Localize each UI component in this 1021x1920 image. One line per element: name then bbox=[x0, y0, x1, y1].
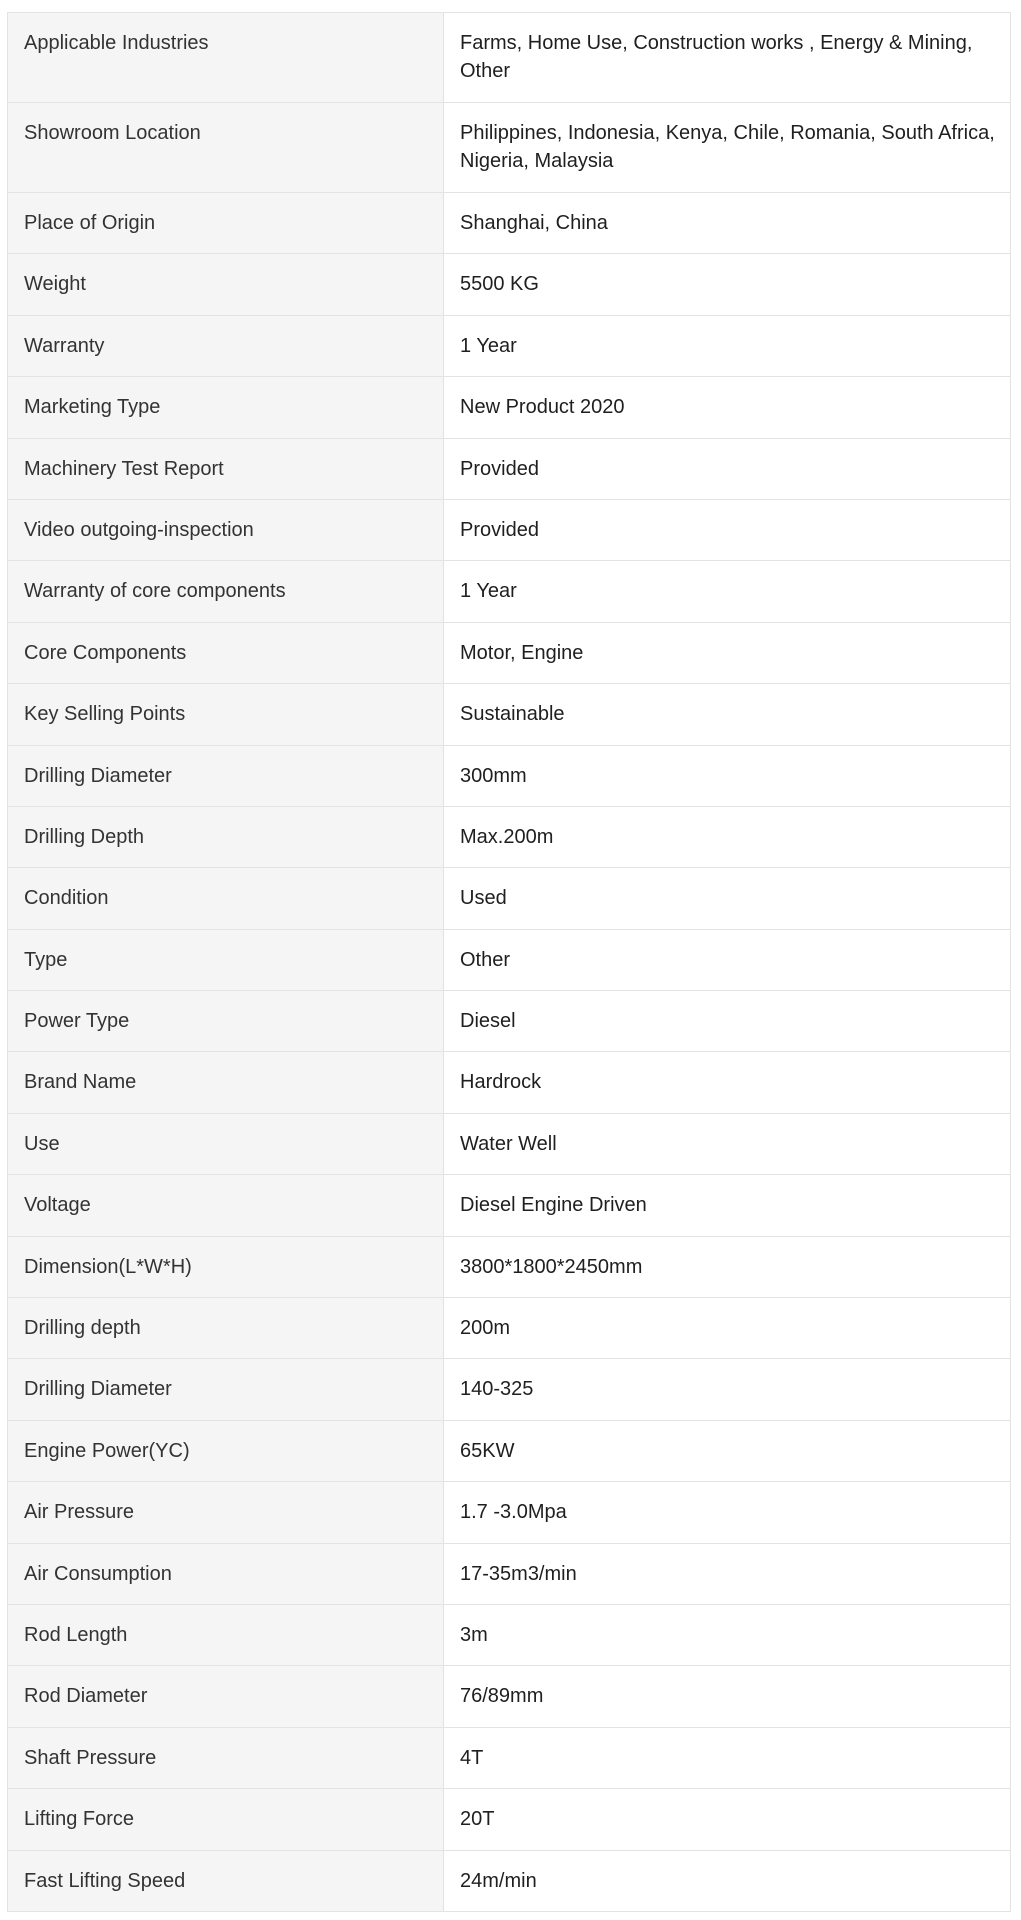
table-row bbox=[8, 868, 1011, 929]
spec-label: Warranty bbox=[8, 315, 444, 376]
spec-value: 17-35m3/min bbox=[444, 1543, 1011, 1604]
spec-value: Diesel Engine Driven bbox=[444, 1175, 1011, 1236]
spec-label: Drilling depth bbox=[8, 1298, 444, 1359]
spec-label: Lifting Force bbox=[8, 1789, 444, 1850]
table-row bbox=[8, 1543, 1011, 1604]
spec-label: Brand Name bbox=[8, 1052, 444, 1113]
table-row bbox=[8, 1727, 1011, 1788]
spec-label: Engine Power(YC) bbox=[8, 1420, 444, 1481]
spec-value: Shanghai, China bbox=[444, 193, 1011, 254]
spec-value: 3m bbox=[444, 1604, 1011, 1665]
spec-label: Type bbox=[8, 929, 444, 990]
spec-value: Provided bbox=[444, 499, 1011, 560]
spec-label: Use bbox=[8, 1113, 444, 1174]
table-row bbox=[8, 622, 1011, 683]
spec-value: Used bbox=[444, 868, 1011, 929]
spec-label: Power Type bbox=[8, 991, 444, 1052]
table-row bbox=[8, 1789, 1011, 1850]
table-row bbox=[8, 254, 1011, 315]
spec-table bbox=[7, 12, 1011, 1912]
spec-label: Air Pressure bbox=[8, 1482, 444, 1543]
spec-value: 200m bbox=[444, 1298, 1011, 1359]
spec-label: Warranty of core components bbox=[8, 561, 444, 622]
spec-label: Place of Origin bbox=[8, 193, 444, 254]
spec-value: 1 Year bbox=[444, 561, 1011, 622]
spec-value: Water Well bbox=[444, 1113, 1011, 1174]
spec-value: 76/89mm bbox=[444, 1666, 1011, 1727]
spec-value: New Product 2020 bbox=[444, 377, 1011, 438]
spec-label: Rod Length bbox=[8, 1604, 444, 1665]
spec-label: Machinery Test Report bbox=[8, 438, 444, 499]
table-row bbox=[8, 1052, 1011, 1113]
table-row bbox=[8, 499, 1011, 560]
spec-label: Voltage bbox=[8, 1175, 444, 1236]
spec-value: 65KW bbox=[444, 1420, 1011, 1481]
spec-label: Condition bbox=[8, 868, 444, 929]
spec-label: Drilling Diameter bbox=[8, 1359, 444, 1420]
spec-value: 1.7 -3.0Mpa bbox=[444, 1482, 1011, 1543]
table-row bbox=[8, 377, 1011, 438]
table-row bbox=[8, 1236, 1011, 1297]
spec-label: Showroom Location bbox=[8, 103, 444, 193]
spec-label: Marketing Type bbox=[8, 377, 444, 438]
table-row bbox=[8, 991, 1011, 1052]
spec-value: 4T bbox=[444, 1727, 1011, 1788]
spec-value: Max.200m bbox=[444, 806, 1011, 867]
spec-value: Provided bbox=[444, 438, 1011, 499]
spec-label: Shaft Pressure bbox=[8, 1727, 444, 1788]
spec-value: Diesel bbox=[444, 991, 1011, 1052]
spec-label: Fast Lifting Speed bbox=[8, 1850, 444, 1911]
table-row bbox=[8, 929, 1011, 990]
spec-label: Dimension(L*W*H) bbox=[8, 1236, 444, 1297]
spec-label: Drilling Diameter bbox=[8, 745, 444, 806]
table-row bbox=[8, 1482, 1011, 1543]
spec-value: Other bbox=[444, 929, 1011, 990]
spec-label: Applicable Industries bbox=[8, 13, 444, 103]
spec-label: Rod Diameter bbox=[8, 1666, 444, 1727]
table-row bbox=[8, 1359, 1011, 1420]
spec-value: 24m/min bbox=[444, 1850, 1011, 1911]
table-row bbox=[8, 103, 1011, 193]
table-row bbox=[8, 315, 1011, 376]
spec-value: Hardrock bbox=[444, 1052, 1011, 1113]
spec-value: 1 Year bbox=[444, 315, 1011, 376]
spec-value: 140-325 bbox=[444, 1359, 1011, 1420]
table-row bbox=[8, 1420, 1011, 1481]
spec-value: Motor, Engine bbox=[444, 622, 1011, 683]
spec-label: Air Consumption bbox=[8, 1543, 444, 1604]
spec-label: Drilling Depth bbox=[8, 806, 444, 867]
table-row bbox=[8, 1666, 1011, 1727]
spec-value: 3800*1800*2450mm bbox=[444, 1236, 1011, 1297]
table-row bbox=[8, 1113, 1011, 1174]
table-row bbox=[8, 561, 1011, 622]
table-row bbox=[8, 745, 1011, 806]
spec-label: Weight bbox=[8, 254, 444, 315]
table-row bbox=[8, 13, 1011, 103]
spec-value: Farms, Home Use, Construction works , Energy & Mining, Other bbox=[444, 13, 1011, 103]
table-row bbox=[8, 684, 1011, 745]
table-row bbox=[8, 193, 1011, 254]
spec-value: Philippines, Indonesia, Kenya, Chile, Romania, South Africa, Nigeria, Malaysia bbox=[444, 103, 1011, 193]
table-row bbox=[8, 438, 1011, 499]
spec-value: 20T bbox=[444, 1789, 1011, 1850]
spec-label: Video outgoing-inspection bbox=[8, 499, 444, 560]
spec-value: 300mm bbox=[444, 745, 1011, 806]
table-row bbox=[8, 1298, 1011, 1359]
spec-label: Key Selling Points bbox=[8, 684, 444, 745]
spec-value: Sustainable bbox=[444, 684, 1011, 745]
table-row bbox=[8, 1604, 1011, 1665]
table-row bbox=[8, 1850, 1011, 1911]
table-row bbox=[8, 1175, 1011, 1236]
spec-value: 5500 KG bbox=[444, 254, 1011, 315]
spec-label: Core Components bbox=[8, 622, 444, 683]
table-row bbox=[8, 806, 1011, 867]
